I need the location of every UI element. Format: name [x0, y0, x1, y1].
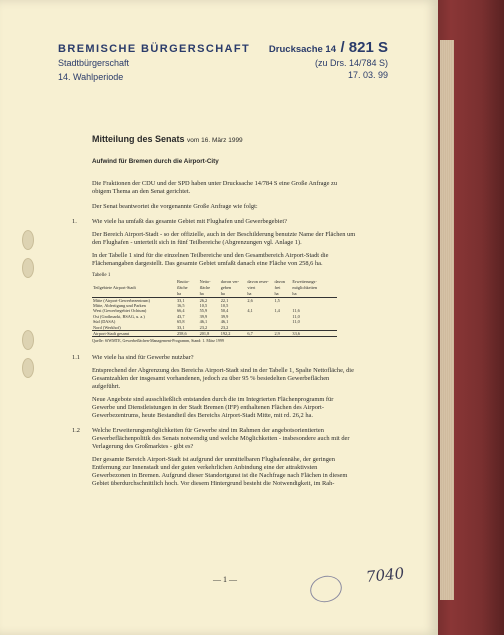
- table-total-row: [92, 331, 337, 337]
- doc-label: Drucksache 14: [268, 44, 336, 55]
- table-unit: ha: [246, 291, 273, 297]
- answer-paragraph: In der Tabelle 1 sind für die einzelnen Teilbereiche und den Gesamtbereich Airport-Stadt die Flächenangaben dargestellt. Das gesamte Gebiet umfaßt danach eine Fläche von 258,6 ha.: [92, 252, 329, 267]
- org-name: BREMISCHE BÜRGERSCHAFT: [58, 43, 251, 55]
- answer-paragraph: Der gesamte Bereich Airport-Stadt ist aufgrund der unmittelbaren Flughafennähe, der geringen Entfernung zur Innenstadt und der guten verkehrlichen Anbindung eine der attraktivsten Gewerbezonen in Bremen. Aufgrund dieser Standortgunst ist die Nachfrage nach Flächen in diesem Gebiet überdurchschnittlich hoch. Vor diesem Hintergrund besteht die Notwendigkeit, im Rah-: [92, 455, 348, 487]
- table-cell: Ost (Großmarkt, BSAG, u. a.): [93, 313, 145, 319]
- table-cell: 43,7: [177, 313, 185, 319]
- table-cell: 65,8: [177, 319, 185, 325]
- subtitle: Aufwind für Bremen durch die Airport-City: [92, 158, 219, 165]
- table-unit: ha: [199, 291, 220, 297]
- question-number: 1.2: [72, 426, 80, 434]
- answer-paragraph: Der Bereich Airport-Stadt - so der offizielle, auch in der Beschilderung benutzte Name der Flächen um den Flughafen - unterteilt sich in fünf Teilbereiche (Abgrenzungen vgl. Anlage 1).: [92, 231, 356, 246]
- table-cell: West (Gewerbegebiet Ochtum): [93, 308, 147, 314]
- doc-number: / 821 S: [340, 39, 388, 56]
- table-cell: Mitte (Airport-Gewerbezentrum): [93, 297, 150, 303]
- table-cell: 11,0: [292, 313, 300, 319]
- page-number: — 1 —: [213, 575, 237, 584]
- table-header: Teilgebiete Airport-Stadt: [93, 284, 136, 290]
- answer-paragraph: Entsprechend der Abgrenzung des Bereichs Airport-Stadt sind in der Tabelle 1, Spalte Nettofläche, die Gesamtzahlen der insgesamt vorhandenen, jedoch zu über 95 % besiedelten Gewerbeflächen aufgeführt.: [92, 366, 354, 390]
- legislative-period: 14. Wahlperiode: [58, 72, 124, 82]
- header-left: [58, 43, 250, 83]
- table-header: davon frei: [274, 279, 285, 290]
- table-cell: 16,5: [177, 303, 185, 309]
- table-cell: Nord (Werkhof): [93, 324, 121, 330]
- table-cell: 2,9: [273, 331, 291, 337]
- table-cell: 23,2: [220, 324, 229, 330]
- punch-hole: [22, 358, 34, 378]
- table-unit: ha: [220, 291, 247, 297]
- table-cell: 201,8: [199, 331, 220, 337]
- question-1-1: [72, 353, 357, 362]
- table-cell: 33,1: [177, 324, 185, 330]
- question-text: Welche Erweiterungsmöglichkeiten für Gewerbe sind im Rahmen der angebotsorientierten Gewerbeflächenpolitik des Senats notwendig und welche Möglichkeiten - insbesondere auch mit der Verlagerung des Großmarktes - gibt es?: [92, 426, 350, 450]
- punch-hole: [22, 258, 34, 278]
- table-cell: 46,1: [220, 319, 229, 325]
- table-cell: 2,6: [247, 297, 253, 303]
- table-source: Quelle: SfWMTE, Gewerbeflächen-Management-Programm, Stand: 1. März 1999: [92, 338, 224, 344]
- table-cell: 192,2: [220, 331, 247, 337]
- table-cell: Mitte, Abfertigung und Parken: [93, 303, 146, 309]
- question-number: 1.1: [72, 353, 80, 361]
- answer-paragraph: Neue Angebote sind ausschließlich entstanden durch die im Integrierten Flächenprogramm für Gewerbe und Dienstleistungen in der Stadt Bremen (IFP) enthaltenen Flächen des Airport-Gewerbezentrums, heute Bestandteil des Bereichs Airport-Stadt Mitte, mit rd. 26,2 ha.: [92, 395, 334, 419]
- area-table: [92, 273, 352, 344]
- table-cell: 6,7: [246, 331, 273, 337]
- table-header-row: [92, 278, 337, 291]
- table-cell: 258,6: [176, 331, 199, 337]
- header-right: [269, 39, 388, 81]
- table-cell: 23,2: [199, 324, 208, 330]
- table-cell: Airport-Stadt gesamt: [92, 331, 176, 337]
- intro-paragraph: Die Fraktionen der CDU und der SPD haben unter Drucksache 14/784 S eine Große Anfrage zu obigem Thema an den Senat gerichtet.: [92, 180, 338, 195]
- table-unit: ha: [176, 291, 199, 297]
- doc-date: 17. 03. 99: [347, 70, 388, 80]
- table-cell: 11,6: [292, 308, 300, 314]
- title-date: vom 16. März 1999: [187, 137, 243, 144]
- table-cell: 46,1: [199, 319, 208, 325]
- table-cell: 1,4: [274, 308, 280, 314]
- table-header: davon reser-viert: [247, 279, 269, 290]
- table-cell: 1,5: [274, 297, 280, 303]
- table-unit: ha: [291, 291, 337, 297]
- punch-hole: [22, 330, 34, 350]
- table-cell: 50,4: [220, 308, 229, 314]
- table-cell: 10,5: [220, 303, 229, 309]
- table-cell: 26,2: [199, 297, 208, 303]
- table-cell: 55,9: [199, 308, 208, 314]
- table-cell: 39,9: [220, 313, 229, 319]
- question-text: Wie viele ha umfaßt das gesamte Gebiet mit Flughafen und Gewerbegebiet?: [92, 218, 287, 225]
- table-cell: 39,9: [199, 313, 208, 319]
- table-cell: 33,6: [291, 331, 337, 337]
- table-cell: 4,1: [247, 308, 253, 314]
- parliament-body: Stadtbürgerschaft: [58, 58, 130, 68]
- table-cell: 66,4: [177, 308, 185, 314]
- table-cell: 11,0: [292, 319, 300, 325]
- doc-reference: (zu Drs. 14/784 S): [314, 58, 388, 68]
- question-1-2: [72, 426, 357, 451]
- question-text: Wie viele ha sind für Gewerbe nutzbar?: [92, 353, 194, 361]
- circular-stamp: [307, 572, 345, 605]
- table-header: davon ver-geben: [220, 279, 240, 290]
- handwritten-number: 7040: [365, 564, 406, 586]
- table-cell: 33,1: [177, 297, 185, 303]
- table-header: Netto-fläche: [199, 279, 211, 290]
- page-title: [92, 135, 357, 145]
- table-caption: Tabelle 1: [92, 273, 111, 278]
- title-text: Mitteilung des Senats: [92, 134, 185, 144]
- intro-paragraph: Der Senat beantwortet die vorgenannte Große Anfrage wie folgt:: [92, 203, 258, 210]
- table-cell: 22,1: [220, 297, 229, 303]
- table-unit: ha: [273, 291, 291, 297]
- table-header: Erweiterungs-möglichkeiten: [292, 279, 318, 290]
- document-body: [72, 134, 357, 488]
- table-header: Brutto-fläche: [177, 279, 190, 290]
- binder-page-stack: [440, 40, 454, 600]
- question-1: [72, 218, 357, 226]
- question-number: 1.: [72, 218, 77, 225]
- table-cell: 10,5: [199, 303, 208, 309]
- punch-hole: [22, 230, 34, 250]
- table-cell: Süd (DASA): [93, 319, 116, 325]
